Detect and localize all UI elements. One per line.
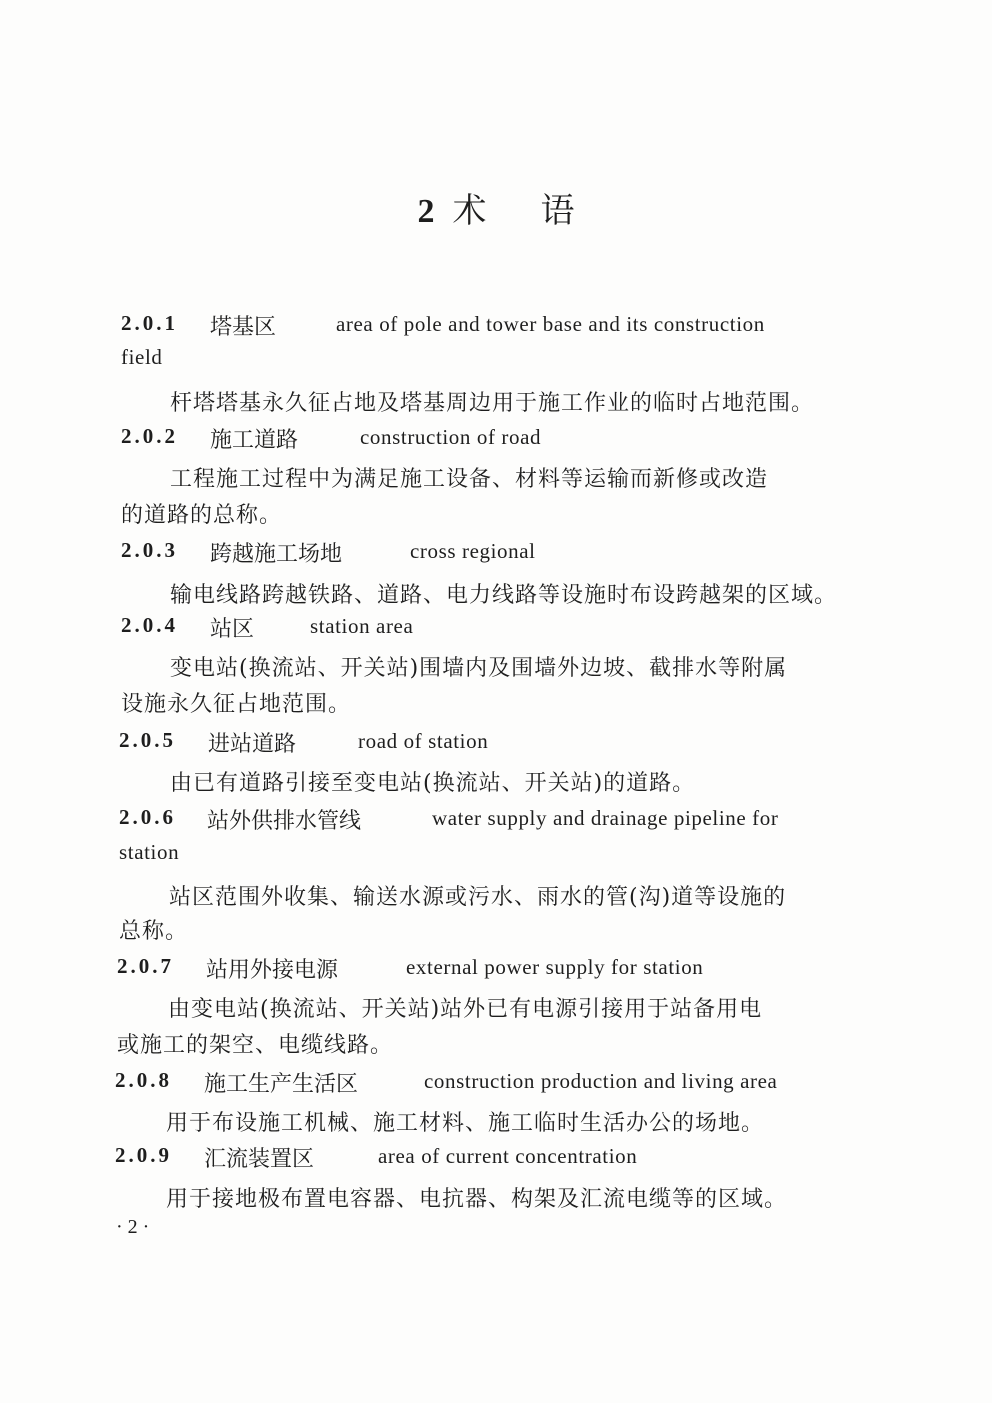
term-chinese-name: 施工生产生活区	[204, 1072, 359, 1097]
term-definition: 站区范围外收集、输送水源或污水、雨水的管(沟)道等设施的	[169, 885, 787, 910]
term-english-name: construction production and living area	[424, 1069, 778, 1093]
term-definition: 输电线路跨越铁路、道路、电力线路等设施时布设跨越架的区域。	[170, 583, 838, 608]
term-definition: 变电站(换流站、开关站)围墙内及围墙外边坡、截排水等附属	[170, 656, 788, 681]
term-definition-continued: 设施永久征占地范围。	[121, 692, 352, 717]
term-chinese-name: 跨越施工场地	[210, 542, 343, 567]
term-chinese-name: 站区	[210, 617, 255, 642]
term-number: 2.0.9	[115, 1143, 172, 1167]
page-number: · 2 ·	[116, 1216, 150, 1238]
term-english-name: area of pole and tower base and its construction	[336, 312, 765, 336]
term-english-name: road of station	[358, 729, 489, 753]
term-definition: 由已有道路引接至变电站(换流站、开关站)的道路。	[170, 771, 696, 796]
term-definition: 杆塔塔基永久征占地及塔基周边用于施工作业的临时占地范围。	[170, 391, 815, 416]
term-definition: 用于布设施工机械、施工材料、施工临时生活办公的场地。	[166, 1111, 765, 1136]
term-number: 2.0.2	[121, 424, 178, 448]
term-definition: 工程施工过程中为满足施工设备、材料等运输而新修或改造	[170, 467, 769, 492]
term-chinese-name: 施工道路	[210, 428, 299, 453]
term-number: 2.0.7	[117, 954, 174, 978]
chapter-number: 2	[417, 193, 435, 230]
term-english-name-continued: station	[119, 840, 180, 864]
term-chinese-name: 站外供排水管线	[207, 809, 362, 834]
term-english-name: cross regional	[410, 539, 536, 563]
term-number: 2.0.8	[115, 1068, 172, 1092]
chapter-title	[0, 188, 992, 235]
term-definition-continued: 总称。	[119, 919, 189, 944]
term-definition: 由变电站(换流站、开关站)站外已有电源引接用于站备用电	[168, 997, 763, 1022]
term-number: 2.0.4	[121, 613, 178, 637]
term-english-name: water supply and drainage pipeline for	[432, 806, 779, 830]
term-chinese-name: 站用外接电源	[206, 958, 339, 983]
term-number: 2.0.5	[119, 728, 176, 752]
term-english-name: construction of road	[360, 425, 542, 449]
term-number: 2.0.3	[121, 538, 178, 562]
term-definition: 用于接地极布置电容器、电抗器、构架及汇流电缆等的区域。	[166, 1187, 788, 1212]
chapter-title-char-1: 术	[452, 191, 487, 231]
term-definition-continued: 的道路的总称。	[121, 503, 283, 528]
term-chinese-name: 汇流装置区	[204, 1147, 315, 1172]
term-definition-continued: 或施工的架空、电缆线路。	[117, 1033, 394, 1058]
term-number: 2.0.6	[119, 805, 176, 829]
term-number: 2.0.1	[121, 311, 178, 335]
chapter-title-char-2: 语	[540, 191, 575, 231]
term-english-name: external power supply for station	[406, 955, 704, 979]
term-english-name: station area	[310, 614, 414, 638]
term-english-name-continued: field	[121, 345, 163, 369]
term-english-name: area of current concentration	[378, 1144, 638, 1168]
term-chinese-name: 塔基区	[210, 315, 277, 340]
term-chinese-name: 进站道路	[208, 732, 297, 757]
